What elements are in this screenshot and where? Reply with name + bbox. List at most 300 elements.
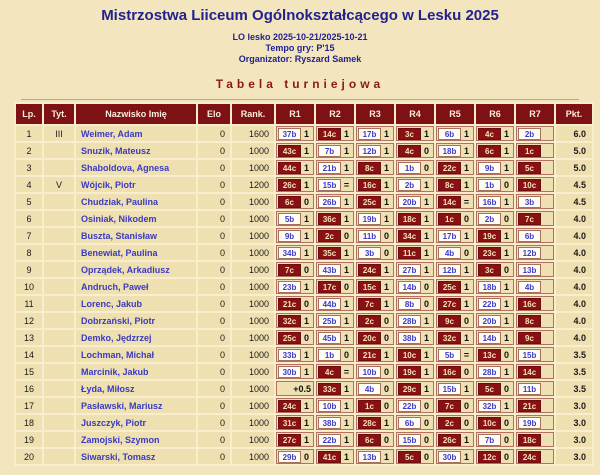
round-cell [476,432,514,447]
opponent-link[interactable]: 22b [478,298,501,310]
opponent-link[interactable]: 15c [358,281,381,293]
opponent-link[interactable]: 41c [318,451,341,463]
player-name-link[interactable]: Łyda, Miłosz [81,383,135,394]
opponent-link[interactable]: 4c [398,145,421,157]
opponent-link[interactable]: 43c [278,145,301,157]
player-name-link[interactable]: Demko, Jędzrzej [81,332,152,343]
opponent-link[interactable]: 4c [478,128,501,140]
round-cell [436,194,474,209]
opponent-link[interactable]: 23c [478,247,501,259]
round-pairing [357,399,393,412]
player-name-link[interactable]: Lochman, Michał [81,349,155,360]
round-result: 1 [343,128,349,139]
round-result: 1 [383,451,389,462]
round-result: 1 [423,213,429,224]
opponent-link[interactable]: 25c [358,196,381,208]
opponent-link[interactable]: 12c [478,451,501,463]
round-cell [356,398,394,413]
round-cell [476,398,514,413]
opponent-link[interactable]: 18c [398,213,421,225]
opponent-link[interactable]: 10b [358,366,381,378]
elo-cell: 0 [198,432,230,447]
opponent-link[interactable]: 32c [278,315,301,327]
opponent-link[interactable]: 30b [438,451,461,463]
opponent-link[interactable]: 44c [278,162,301,174]
opponent-link[interactable]: 17b [358,128,381,140]
title-cell: III [44,126,74,141]
opponent-link[interactable]: 28c [358,417,381,429]
player-name-link[interactable]: Dobrzański, Piotr [81,315,156,326]
round-pairing [397,127,433,140]
round-pairing [357,297,393,310]
opponent-link[interactable]: 1b [318,349,341,361]
round-result: 1 [343,162,349,173]
table-header [16,104,592,124]
opponent-link[interactable]: 1b [478,179,501,191]
round-pairing [437,433,473,446]
opponent-link[interactable]: 18c [518,434,541,446]
round-cell [316,245,354,260]
round-cell [356,432,394,447]
opponent-link[interactable]: 20c [358,332,381,344]
round-pairing [357,246,393,259]
round-result: 1 [463,128,469,139]
opponent-link[interactable]: 25c [278,332,301,344]
round-cell [396,228,434,243]
opponent-link[interactable]: 15b [518,349,541,361]
opponent-link[interactable]: 32b [478,400,501,412]
opponent-link[interactable]: 22c [438,162,461,174]
ranking-cell: 1000 [232,194,274,209]
round-cell [516,381,554,396]
opponent-link[interactable]: 4b [518,281,541,293]
player-name-link[interactable]: Oprządek, Arkadiusz [81,264,170,275]
opponent-link[interactable]: 28b [478,366,501,378]
opponent-link[interactable]: 3b [358,247,381,259]
opponent-link[interactable]: 21b [318,162,341,174]
player-name-link[interactable]: Siwarski, Tomasz [81,451,156,462]
round-pairing [477,399,513,412]
opponent-link[interactable]: 5b [438,349,461,361]
player-name-link[interactable]: Lorenc, Jakub [81,298,143,309]
round-cell [476,364,514,379]
opponent-link[interactable]: 26b [318,196,341,208]
ranking-cell: 1200 [232,177,274,192]
opponent-link[interactable]: 1c [438,213,461,225]
round-result: 1 [423,383,429,394]
ranking-cell: 1000 [232,381,274,396]
opponent-link[interactable]: 16c [358,179,381,191]
round-pairing [277,263,313,276]
round-result: 0 [503,213,509,224]
opponent-link[interactable]: 18b [438,145,461,157]
player-name-cell [76,245,196,260]
player-name-link[interactable]: Pasławski, Mariusz [81,400,163,411]
opponent-link[interactable]: 8b [398,298,421,310]
rank-number-cell: 3 [16,160,42,175]
player-name-link[interactable]: Buszta, Stanisław [81,230,158,241]
player-name-link[interactable]: Juszczyk, Piotr [81,417,147,428]
opponent-link[interactable]: 16c [518,298,541,310]
round-cell [436,432,474,447]
round-cell [396,296,434,311]
round-result: 1 [303,247,309,258]
title-cell [44,398,74,413]
round-pairing [357,127,393,140]
round-cell [316,330,354,345]
round-pairing [477,263,513,276]
round-pairing [517,297,553,310]
round-result: 1 [343,145,349,156]
round-result: 1 [343,434,349,445]
points-cell: 4.0 [556,296,592,311]
opponent-link[interactable]: 33c [318,383,341,395]
opponent-link[interactable]: 38b [398,332,421,344]
round-cell [356,262,394,277]
opponent-link[interactable]: 25b [318,315,341,327]
opponent-link[interactable]: 16b [478,196,501,208]
player-name-link[interactable]: Weimer, Adam [81,128,143,139]
round-result: 0 [383,383,389,394]
rank-number-cell: 11 [16,296,42,311]
player-name-link[interactable]: Zamojski, Szymon [81,434,160,445]
opponent-link[interactable]: 6b [438,128,461,140]
opponent-link[interactable]: 2b [518,128,541,140]
opponent-link[interactable]: 22b [318,434,341,446]
round-cell [316,313,354,328]
opponent-link[interactable]: 12b [438,264,461,276]
opponent-link[interactable]: 6c [478,145,501,157]
opponent-link[interactable]: 16c [438,366,461,378]
player-name-cell [76,262,196,277]
round-result: 1 [463,332,469,343]
opponent-link[interactable]: 38b [318,417,341,429]
round-cell [316,177,354,192]
opponent-link[interactable]: 9b [278,230,301,242]
round-pairing [317,212,353,225]
opponent-link[interactable]: 37b [278,128,301,140]
opponent-link[interactable]: 10c [478,417,501,429]
opponent-link[interactable]: 14c [438,196,461,208]
opponent-link[interactable]: 11c [398,247,421,259]
ranking-cell: 1000 [232,398,274,413]
opponent-link[interactable]: 5c [518,162,541,174]
opponent-link[interactable]: 2b [398,179,421,191]
round-pairing [477,382,513,395]
round-pairing [397,382,433,395]
round-cell [316,160,354,175]
title-cell: V [44,177,74,192]
rank-number-cell: 9 [16,262,42,277]
player-name-link[interactable]: Shaboldova, Agnesa [81,162,170,173]
opponent-link[interactable]: 34b [278,247,301,259]
elo-cell: 0 [198,347,230,362]
round-result: 0 [463,247,469,258]
opponent-link[interactable]: 4c [318,366,341,378]
opponent-link[interactable]: 3c [398,128,421,140]
opponent-link[interactable]: 24c [278,400,301,412]
round-cell [316,126,354,141]
opponent-link[interactable]: 33b [278,349,301,361]
title-cell [44,415,74,430]
column-header: R2 [316,104,354,124]
opponent-link[interactable]: 27b [398,264,421,276]
ranking-cell: 1000 [232,449,274,464]
opponent-link[interactable]: 44b [318,298,341,310]
round-cell [516,279,554,294]
ranking-cell: 1000 [232,432,274,447]
opponent-link[interactable]: 15b [318,179,341,191]
round-result: 1 [303,128,309,139]
opponent-link[interactable]: 30b [278,366,301,378]
opponent-link[interactable]: 19b [358,213,381,225]
opponent-link[interactable]: 32c [438,332,461,344]
opponent-link[interactable]: 25c [438,281,461,293]
opponent-link[interactable]: 7c [438,400,461,412]
opponent-link[interactable]: 7b [478,434,501,446]
ranking-cell: 1000 [232,262,274,277]
opponent-link[interactable]: 13b [358,451,381,463]
round-pairing [357,161,393,174]
opponent-link[interactable]: 2c [358,315,381,327]
opponent-link[interactable]: 19c [398,366,421,378]
opponent-link[interactable]: 27c [278,434,301,446]
opponent-link[interactable]: 6b [518,230,541,242]
round-cell [476,126,514,141]
opponent-link[interactable]: 18b [478,281,501,293]
opponent-link[interactable]: 19b [518,417,541,429]
round-pairing [517,144,553,157]
round-cell [396,160,434,175]
round-cell [516,347,554,362]
opponent-link[interactable]: 15b [438,383,461,395]
opponent-link[interactable]: 9b [478,162,501,174]
column-header: Elo [198,104,230,124]
round-cell [476,160,514,175]
table-row [16,126,592,141]
round-result: 1 [303,179,309,190]
opponent-link[interactable]: 13c [478,349,501,361]
round-cell [356,126,394,141]
round-cell [476,449,514,464]
points-cell: 6.0 [556,126,592,141]
opponent-link[interactable]: 3c [478,264,501,276]
opponent-link[interactable]: 10b [318,400,341,412]
round-pairing [437,246,473,259]
player-name-cell [76,347,196,362]
title-cell [44,449,74,464]
round-pairing [277,314,313,327]
opponent-link[interactable]: 8c [358,162,381,174]
round-pairing [517,178,553,191]
opponent-link[interactable]: 5b [278,213,301,225]
table-row [16,143,592,158]
opponent-link[interactable]: 10c [398,349,421,361]
player-name-cell [76,160,196,175]
round-pairing [357,195,393,208]
opponent-link[interactable]: 15b [398,434,421,446]
opponent-link[interactable]: 20b [478,315,501,327]
opponent-link[interactable]: 1c [358,400,381,412]
opponent-link[interactable]: 12b [518,247,541,259]
round-cell [276,160,314,175]
round-cell [396,347,434,362]
opponent-link[interactable]: 1c [518,145,541,157]
opponent-link[interactable]: 9c [438,315,461,327]
round-result: 0 [303,264,309,275]
round-result: 1 [303,213,309,224]
opponent-link[interactable]: 31c [278,417,301,429]
opponent-link[interactable]: 21c [518,400,541,412]
player-name-link[interactable]: Marcinik, Jakub [81,366,149,377]
round-pairing [517,399,553,412]
opponent-link[interactable]: 9c [518,332,541,344]
round-result: 1 [423,128,429,139]
opponent-link[interactable]: 29c [398,383,421,395]
opponent-link[interactable]: 6c [358,434,381,446]
opponent-link[interactable]: 23b [278,281,301,293]
round-cell [276,449,314,464]
opponent-link[interactable]: 43b [318,264,341,276]
round-cell [516,143,554,158]
opponent-link[interactable]: 13b [518,264,541,276]
round-pairing [477,161,513,174]
player-name-link[interactable]: Benewiat, Paulina [81,247,158,258]
round-cell [276,194,314,209]
ranking-cell: 1600 [232,126,274,141]
opponent-link[interactable]: 7b [318,145,341,157]
round-pairing [277,297,313,310]
round-pairing [437,399,473,412]
opponent-link[interactable]: 10c [518,179,541,191]
round-pairing [517,280,553,293]
opponent-link[interactable]: 14b [478,332,501,344]
round-cell [356,143,394,158]
opponent-link[interactable]: 14b [398,281,421,293]
round-result: 0 [463,400,469,411]
opponent-link[interactable]: 24c [358,264,381,276]
player-name-link[interactable]: Chudziak, Paulina [81,196,159,207]
opponent-link[interactable]: 35c [318,247,341,259]
round-cell [276,228,314,243]
opponent-link[interactable]: 2b [478,213,501,225]
opponent-link[interactable]: 26c [438,434,461,446]
round-cell [516,449,554,464]
opponent-link[interactable]: 8c [438,179,461,191]
round-result: 1 [423,349,429,360]
title-cell [44,313,74,328]
opponent-link[interactable]: 34c [398,230,421,242]
round-pairing [477,297,513,310]
round-pairing [397,365,433,378]
opponent-link[interactable]: 12b [358,145,381,157]
opponent-link[interactable]: 8c [518,315,541,327]
round-pairing [397,161,433,174]
column-header: R6 [476,104,514,124]
round-result: 1 [423,179,429,190]
elo-cell: 0 [198,177,230,192]
opponent-link[interactable]: 20b [398,196,421,208]
title-cell [44,143,74,158]
table-row [16,415,592,430]
opponent-link[interactable]: 4b [358,383,381,395]
player-name-link[interactable]: Snuzik, Mateusz [81,145,151,156]
round-result: 0 [503,417,509,428]
round-result: +0.5 [293,383,311,394]
opponent-link[interactable]: 4b [438,247,461,259]
round-cell [396,415,434,430]
opponent-link[interactable]: 29b [278,451,301,463]
opponent-link[interactable]: 36c [318,213,341,225]
round-pairing [477,229,513,242]
round-pairing [517,212,553,225]
round-result: 0 [423,434,429,445]
round-cell [476,245,514,260]
opponent-link[interactable]: 6c [278,196,301,208]
opponent-link[interactable]: 27c [438,298,461,310]
opponent-link[interactable]: 19c [478,230,501,242]
opponent-link[interactable]: 5c [398,451,421,463]
round-cell [396,432,434,447]
opponent-link[interactable]: 14c [318,128,341,140]
round-cell [396,126,434,141]
round-result: 1 [343,213,349,224]
round-cell [316,211,354,226]
round-cell [316,449,354,464]
opponent-link[interactable]: 6b [398,417,421,429]
opponent-link[interactable]: 17b [438,230,461,242]
round-result: 1 [463,434,469,445]
opponent-link[interactable]: 17c [318,281,341,293]
ranking-cell: 1000 [232,330,274,345]
round-cell [476,262,514,277]
round-result: 1 [343,298,349,309]
opponent-link[interactable]: 21c [358,349,381,361]
opponent-link[interactable]: 14c [518,366,541,378]
player-name-cell [76,432,196,447]
opponent-link[interactable]: 2c [438,417,461,429]
opponent-link[interactable]: 45b [318,332,341,344]
round-cell [516,194,554,209]
player-name-cell [76,228,196,243]
ranking-cell: 1000 [232,211,274,226]
round-pairing [357,331,393,344]
opponent-link[interactable]: 11b [518,383,541,395]
column-header: R1 [276,104,314,124]
round-pairing [317,314,353,327]
table-row [16,245,592,260]
round-pairing [277,433,313,446]
opponent-link[interactable]: 1b [398,162,421,174]
opponent-link[interactable]: 2c [318,230,341,242]
player-name-link[interactable]: Andruch, Paweł [81,281,149,292]
opponent-link[interactable]: 24c [518,451,541,463]
opponent-link[interactable]: 7c [518,213,541,225]
opponent-link[interactable]: 22b [398,400,421,412]
opponent-link[interactable]: 11b [358,230,381,242]
player-name-link[interactable]: Wójcik, Piotr [81,179,136,190]
opponent-link[interactable]: 7c [278,264,301,276]
opponent-link[interactable]: 7c [358,298,381,310]
opponent-link[interactable]: 21c [278,298,301,310]
player-name-link[interactable]: Osiniak, Nikodem [81,213,157,224]
opponent-link[interactable]: 5c [478,383,501,395]
opponent-link[interactable]: 3b [518,196,541,208]
opponent-link[interactable]: 26c [278,179,301,191]
title-cell [44,330,74,345]
opponent-link[interactable]: 28b [398,315,421,327]
round-cell [396,262,434,277]
